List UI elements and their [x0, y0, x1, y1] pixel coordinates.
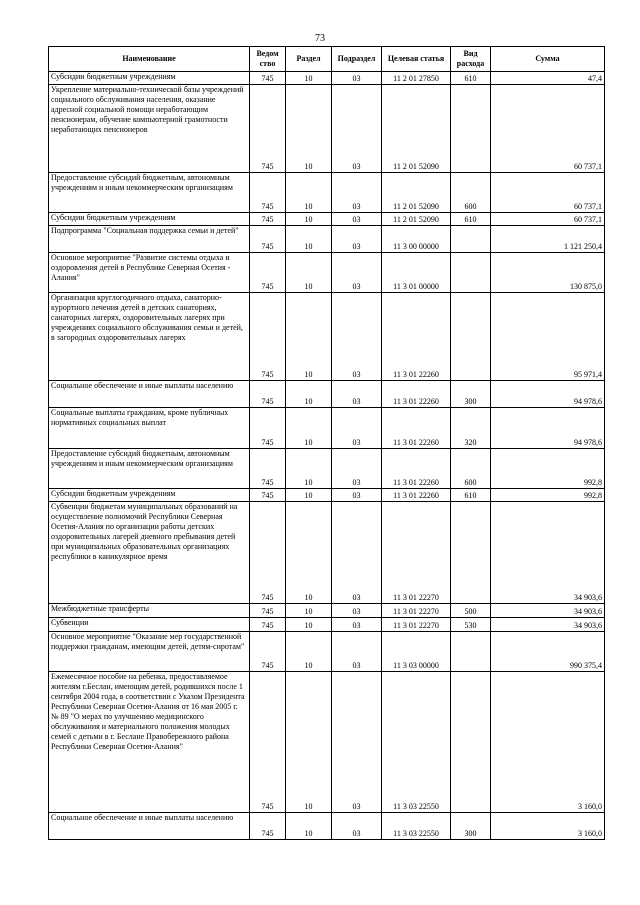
cell-podrazdel: 03: [332, 489, 382, 502]
table-body: [49, 72, 605, 840]
cell-tselevaya-statya: 11 2 01 52090: [382, 213, 451, 226]
table-row: [49, 618, 605, 632]
cell-name: Социальное обеспечение и иные выплаты населению: [49, 381, 250, 408]
cell-podrazdel: 03: [332, 72, 382, 85]
cell-summa: 130 875,0: [491, 253, 605, 293]
cell-razdel: 10: [286, 85, 332, 173]
cell-vid-raskhoda: [451, 85, 491, 173]
cell-summa: 990 375,4: [491, 632, 605, 672]
cell-vedomstvo: 745: [250, 604, 286, 618]
cell-podrazdel: 03: [332, 226, 382, 253]
cell-summa: 992,8: [491, 489, 605, 502]
cell-vid-raskhoda: 300: [451, 813, 491, 840]
cell-vedomstvo: 745: [250, 293, 286, 381]
cell-razdel: 10: [286, 408, 332, 449]
cell-name: Ежемесячное пособие на ребенка, предоставляемое жителям г.Беслан, имеющим детей, родившихся после 1 сентября 2004 года, в соответствии с Указом Президента Республики Северная Осетия-Алания от 16 мая 2005 г. № 89 "О мерах по улучшению медицинского обслуживания и материального положения молодых семей с детьми в г. Беслане Правобережного района Республики Северная Осетия-Алания": [49, 672, 250, 813]
cell-vedomstvo: 745: [250, 85, 286, 173]
cell-vedomstvo: 745: [250, 226, 286, 253]
cell-vid-raskhoda: 610: [451, 213, 491, 226]
table-row: [49, 85, 605, 173]
cell-tselevaya-statya: 11 3 01 22260: [382, 293, 451, 381]
cell-vedomstvo: 745: [250, 813, 286, 840]
cell-razdel: 10: [286, 449, 332, 489]
cell-razdel: 10: [286, 226, 332, 253]
cell-summa: 3 160,0: [491, 813, 605, 840]
cell-name: Подпрограмма "Социальная поддержка семьи и детей": [49, 226, 250, 253]
table-header-row: [49, 47, 605, 72]
cell-razdel: 10: [286, 632, 332, 672]
cell-tselevaya-statya: 11 3 03 00000: [382, 632, 451, 672]
cell-podrazdel: 03: [332, 213, 382, 226]
cell-tselevaya-statya: 11 3 01 22260: [382, 381, 451, 408]
cell-podrazdel: 03: [332, 253, 382, 293]
cell-vid-raskhoda: [451, 253, 491, 293]
cell-summa: 60 737,1: [491, 213, 605, 226]
cell-tselevaya-statya: 11 2 01 52090: [382, 85, 451, 173]
cell-vid-raskhoda: 600: [451, 173, 491, 213]
cell-tselevaya-statya: 11 3 03 22550: [382, 813, 451, 840]
cell-summa: 34 903,6: [491, 618, 605, 632]
page-number: 73: [315, 33, 325, 44]
table-row: [49, 632, 605, 672]
cell-summa: 3 160,0: [491, 672, 605, 813]
cell-vid-raskhoda: [451, 672, 491, 813]
cell-podrazdel: 03: [332, 672, 382, 813]
table-row: [49, 213, 605, 226]
cell-podrazdel: 03: [332, 293, 382, 381]
cell-podrazdel: 03: [332, 618, 382, 632]
header-summa: Сумма: [491, 47, 605, 72]
cell-vedomstvo: 745: [250, 618, 286, 632]
cell-tselevaya-statya: 11 3 03 22550: [382, 672, 451, 813]
cell-vid-raskhoda: [451, 226, 491, 253]
cell-tselevaya-statya: 11 3 01 22260: [382, 408, 451, 449]
cell-vedomstvo: 745: [250, 502, 286, 604]
cell-tselevaya-statya: 11 2 01 27850: [382, 72, 451, 85]
header-vid-raskhoda: Вид расхода: [451, 47, 491, 72]
table-row: [49, 173, 605, 213]
header-podrazdel: Подраздел: [332, 47, 382, 72]
cell-vedomstvo: 745: [250, 213, 286, 226]
cell-razdel: 10: [286, 813, 332, 840]
cell-razdel: 10: [286, 672, 332, 813]
cell-vedomstvo: 745: [250, 72, 286, 85]
cell-summa: 34 903,6: [491, 502, 605, 604]
table-row: [49, 253, 605, 293]
cell-podrazdel: 03: [332, 85, 382, 173]
cell-name: Социальные выплаты гражданам, кроме публичных нормативных социальных выплат: [49, 408, 250, 449]
cell-podrazdel: 03: [332, 408, 382, 449]
cell-name: Организация круглогодичного отдыха, санаторно-курортного лечения детей в детских санаториях, санаторных лагерях, оздоровительных лагерях при учреждениях социального обслуживания семьи и детей, в загородных оздоровительных лагерях: [49, 293, 250, 381]
cell-summa: 1 121 250,4: [491, 226, 605, 253]
cell-summa: 95 971,4: [491, 293, 605, 381]
table-row: [49, 226, 605, 253]
cell-vedomstvo: 745: [250, 381, 286, 408]
cell-vedomstvo: 745: [250, 672, 286, 813]
cell-name: Укрепление материально-технической базы учреждений социального обслуживания населения, оказание адресной социальной помощи неработающим пенсионерам, обучение компьютерной грамотности неработающих пенсионеров: [49, 85, 250, 173]
table-row: [49, 502, 605, 604]
cell-vid-raskhoda: 610: [451, 489, 491, 502]
cell-razdel: 10: [286, 72, 332, 85]
cell-summa: 60 737,1: [491, 173, 605, 213]
cell-summa: 94 978,6: [491, 381, 605, 408]
header-razdel: Раздел: [286, 47, 332, 72]
cell-name: Социальное обеспечение и иные выплаты населению: [49, 813, 250, 840]
cell-vedomstvo: 745: [250, 632, 286, 672]
cell-podrazdel: 03: [332, 173, 382, 213]
cell-tselevaya-statya: 11 3 01 22260: [382, 489, 451, 502]
cell-podrazdel: 03: [332, 449, 382, 489]
cell-vid-raskhoda: 600: [451, 449, 491, 489]
header-tselevaya-statya: Целевая статья: [382, 47, 451, 72]
table-row: [49, 813, 605, 840]
cell-podrazdel: 03: [332, 381, 382, 408]
cell-tselevaya-statya: 11 3 00 00000: [382, 226, 451, 253]
cell-razdel: 10: [286, 173, 332, 213]
cell-vid-raskhoda: [451, 502, 491, 604]
cell-tselevaya-statya: 11 2 01 52090: [382, 173, 451, 213]
cell-name: Межбюджетные трансферты: [49, 604, 250, 618]
cell-podrazdel: 03: [332, 632, 382, 672]
cell-razdel: 10: [286, 293, 332, 381]
header-vedomstvo: Ведом ство: [250, 47, 286, 72]
cell-vedomstvo: 745: [250, 489, 286, 502]
table-row: [49, 672, 605, 813]
table-row: [49, 604, 605, 618]
table-row: [49, 489, 605, 502]
cell-summa: 992,8: [491, 449, 605, 489]
cell-summa: 47,4: [491, 72, 605, 85]
cell-tselevaya-statya: 11 3 01 22260: [382, 449, 451, 489]
cell-name: Субвенции: [49, 618, 250, 632]
cell-name: Основное мероприятие "Развитие системы отдыха и оздоровления детей в Республике Северная Осетия - Алания": [49, 253, 250, 293]
cell-summa: 60 737,1: [491, 85, 605, 173]
cell-name: Субсидии бюджетным учреждениям: [49, 213, 250, 226]
cell-name: Предоставление субсидий бюджетным, автономным учреждениям и иным некоммерческим организациям: [49, 173, 250, 213]
cell-razdel: 10: [286, 618, 332, 632]
cell-razdel: 10: [286, 253, 332, 293]
cell-podrazdel: 03: [332, 502, 382, 604]
cell-name: Субвенции бюджетам муниципальных образований на осуществление полномочий Республики Северная Осетия-Алания по организации работы детских оздоровительных лагерей дневного пребывания детей при муниципальных образовательных организациях республики в каникулярное время: [49, 502, 250, 604]
cell-vid-raskhoda: [451, 632, 491, 672]
cell-vedomstvo: 745: [250, 173, 286, 213]
table-row: [49, 449, 605, 489]
table-row: [49, 381, 605, 408]
cell-tselevaya-statya: 11 3 01 00000: [382, 253, 451, 293]
cell-vedomstvo: 745: [250, 408, 286, 449]
cell-vedomstvo: 745: [250, 253, 286, 293]
cell-tselevaya-statya: 11 3 01 22270: [382, 604, 451, 618]
cell-name: Основное мероприятие "Оказание мер государственной поддержки гражданам, имеющим детей, детям-сиротам": [49, 632, 250, 672]
cell-razdel: 10: [286, 502, 332, 604]
cell-podrazdel: 03: [332, 604, 382, 618]
cell-name: Субсидии бюджетным учреждениям: [49, 489, 250, 502]
table-row: [49, 72, 605, 85]
cell-vid-raskhoda: 500: [451, 604, 491, 618]
cell-vedomstvo: 745: [250, 449, 286, 489]
cell-vid-raskhoda: 300: [451, 381, 491, 408]
cell-summa: 94 978,6: [491, 408, 605, 449]
header-name: Наименование: [49, 47, 250, 72]
cell-name: Субсидии бюджетным учреждениям: [49, 72, 250, 85]
cell-summa: 34 903,6: [491, 604, 605, 618]
cell-vid-raskhoda: [451, 293, 491, 381]
cell-tselevaya-statya: 11 3 01 22270: [382, 618, 451, 632]
cell-razdel: 10: [286, 489, 332, 502]
cell-vid-raskhoda: 320: [451, 408, 491, 449]
table-row: [49, 293, 605, 381]
cell-razdel: 10: [286, 604, 332, 618]
cell-razdel: 10: [286, 381, 332, 408]
cell-vid-raskhoda: 610: [451, 72, 491, 85]
cell-name: Предоставление субсидий бюджетным, автономным учреждениям и иным некоммерческим организациям: [49, 449, 250, 489]
cell-podrazdel: 03: [332, 813, 382, 840]
budget-table: [48, 46, 605, 840]
cell-razdel: 10: [286, 213, 332, 226]
cell-tselevaya-statya: 11 3 01 22270: [382, 502, 451, 604]
table-row: [49, 408, 605, 449]
cell-vid-raskhoda: 530: [451, 618, 491, 632]
